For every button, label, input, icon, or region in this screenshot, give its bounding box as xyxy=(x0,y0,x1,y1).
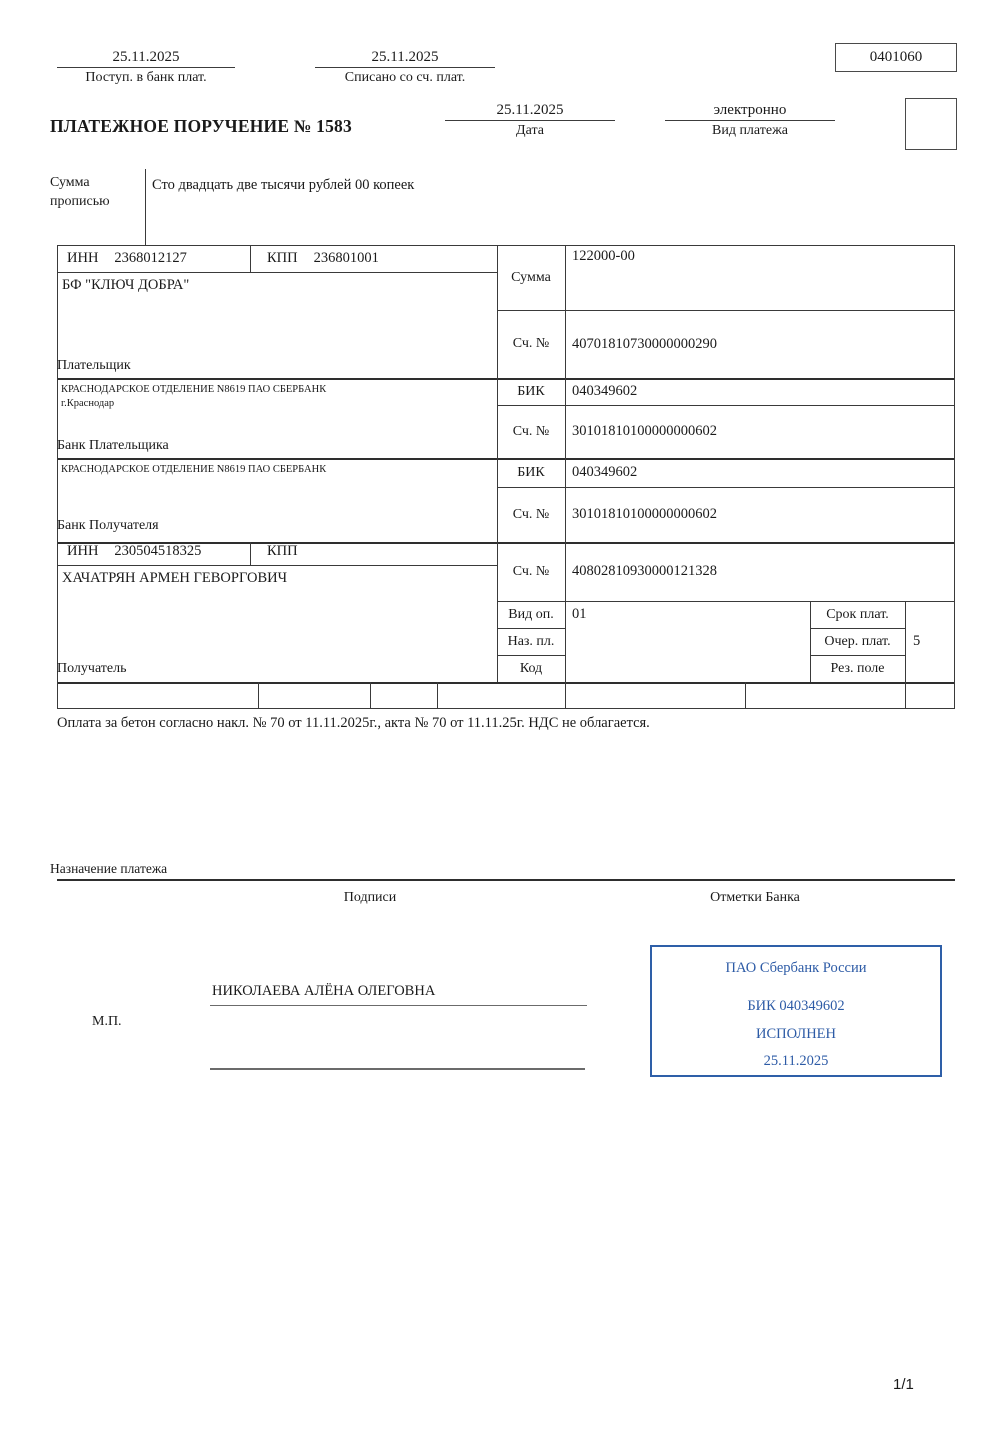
payer-bank-name xyxy=(61,383,326,411)
divider xyxy=(954,245,955,708)
debited-date: 25.11.2025 xyxy=(315,49,495,68)
payee-bank-account-label: Сч. № xyxy=(512,506,550,522)
divider xyxy=(565,245,566,682)
order-value: 5 xyxy=(913,633,921,649)
received-date: 25.11.2025 xyxy=(57,49,235,68)
divider xyxy=(905,601,906,682)
payment-kind-value: электронно xyxy=(665,102,835,121)
sum-label: Сумма xyxy=(511,269,551,285)
received-in-bank-field xyxy=(57,49,235,86)
payer-kpp-label: КПП xyxy=(267,250,298,266)
divider xyxy=(57,565,497,566)
payment-kind-field xyxy=(665,102,835,139)
payer-inn-label: ИНН xyxy=(67,250,99,266)
payee-account-label: Сч. № xyxy=(512,563,550,579)
form-code-box: 0401060 xyxy=(835,43,957,72)
payee-bank-bik-label: БИК xyxy=(517,464,545,480)
payee-account-value: 40802810930000121328 xyxy=(572,563,717,579)
purpose-label: Назначение платежа xyxy=(50,861,168,876)
payee-label: Получатель xyxy=(57,661,127,676)
signature-line xyxy=(210,1068,585,1070)
divider xyxy=(57,245,58,708)
sum-value: 122000-00 xyxy=(572,248,635,264)
payee-bank-bik-value: 040349602 xyxy=(572,464,638,480)
op-kind-label: Вид оп. xyxy=(508,606,554,622)
divider xyxy=(565,682,566,708)
signer-name: НИКОЛАЕВА АЛЁНА ОЛЕГОВНА xyxy=(210,983,587,1006)
bank-stamp xyxy=(650,945,942,1077)
stamp-status: ИСПОЛНЕН xyxy=(756,1026,836,1042)
payer-bank-bik-label: БИК xyxy=(517,383,545,399)
status-square-box xyxy=(905,98,957,150)
stamp-place-label: М.П. xyxy=(92,1014,122,1029)
divider xyxy=(57,682,955,684)
reserve-label: Рез. поле xyxy=(830,660,885,676)
term-label: Срок плат. xyxy=(826,606,889,622)
stamp-bik: БИК 040349602 xyxy=(747,998,845,1014)
payee-inn-value: 230504518325 xyxy=(114,543,202,559)
payer-account-label: Сч. № xyxy=(512,336,550,351)
payment-kind-label: Вид платежа xyxy=(711,123,788,138)
payer-bank-account-label: Сч. № xyxy=(512,423,550,439)
payee-bank-account-value: 30101810100000000602 xyxy=(572,506,717,522)
divider xyxy=(905,682,906,708)
stamp-bank-name: ПАО Сбербанк России xyxy=(725,960,867,976)
payee-kpp-label: КПП xyxy=(267,543,298,559)
debited-label: Списано со сч. плат. xyxy=(344,70,466,85)
document-title: ПЛАТЕЖНОЕ ПОРУЧЕНИЕ № 1583 xyxy=(50,116,352,136)
payer-label: Плательщик xyxy=(57,358,131,373)
page-indicator: 1/1 xyxy=(893,1376,914,1393)
divider xyxy=(250,542,251,565)
payer-bank-account-value: 30101810100000000602 xyxy=(572,423,717,439)
payee-inn xyxy=(67,543,201,560)
payee-kpp xyxy=(267,543,314,560)
payer-inn xyxy=(67,250,187,267)
purpose-text: Оплата за бетон согласно накл. № 70 от 11.11.2025г., акта № 70 от 11.11.25г. НДС не облагается. xyxy=(57,715,650,731)
date-value: 25.11.2025 xyxy=(445,102,615,121)
divider xyxy=(745,682,746,708)
payee-name: ХАЧАТРЯН АРМЕН ГЕВОРГОВИЧ xyxy=(62,570,288,586)
divider xyxy=(57,879,955,881)
received-label: Поступ. в банк плат. xyxy=(85,70,207,85)
payer-name: БФ "КЛЮЧ ДОБРА" xyxy=(62,277,190,293)
payer-bank-label: Банк Плательщика xyxy=(57,438,169,453)
stamp-date: 25.11.2025 xyxy=(763,1053,829,1069)
payer-kpp xyxy=(267,250,379,267)
divider xyxy=(57,708,955,709)
payee-bank-name: КРАСНОДАРСКОЕ ОТДЕЛЕНИЕ N8619 ПАО СБЕРБАНК xyxy=(61,464,327,475)
divider xyxy=(258,682,259,708)
payer-bank-city: г.Краснодар xyxy=(61,398,115,410)
order-label: Очер. плат. xyxy=(824,633,891,649)
divider xyxy=(370,682,371,708)
date-label: Дата xyxy=(516,123,544,138)
payer-account-value: 40701810730000000290 xyxy=(572,335,717,352)
payer-kpp-value: 236801001 xyxy=(313,250,379,266)
payer-bank-name-line: КРАСНОДАРСКОЕ ОТДЕЛЕНИЕ N8619 ПАО СБЕРБАНК xyxy=(61,384,327,395)
payee-inn-label: ИНН xyxy=(67,543,99,559)
bank-marks-title: Отметки Банка xyxy=(710,890,800,905)
signatures-title: Подписи xyxy=(343,890,397,905)
payer-bank-bik-value: 040349602 xyxy=(572,383,638,399)
payer-inn-value: 2368012127 xyxy=(114,250,187,266)
purpose-code-label: Наз. пл. xyxy=(507,633,555,649)
op-kind-value: 01 xyxy=(572,606,587,622)
amount-words-value: Сто двадцать две тысячи рублей 00 копеек xyxy=(152,177,415,193)
amount-words-label: Сумма прописью xyxy=(50,175,110,209)
divider xyxy=(145,169,146,245)
divider xyxy=(57,272,497,273)
divider xyxy=(437,682,438,708)
date-field xyxy=(445,102,615,139)
debited-field xyxy=(315,49,495,86)
code-label: Код xyxy=(519,660,543,676)
payee-bank-label: Банк Получателя xyxy=(57,518,159,533)
divider xyxy=(250,245,251,272)
